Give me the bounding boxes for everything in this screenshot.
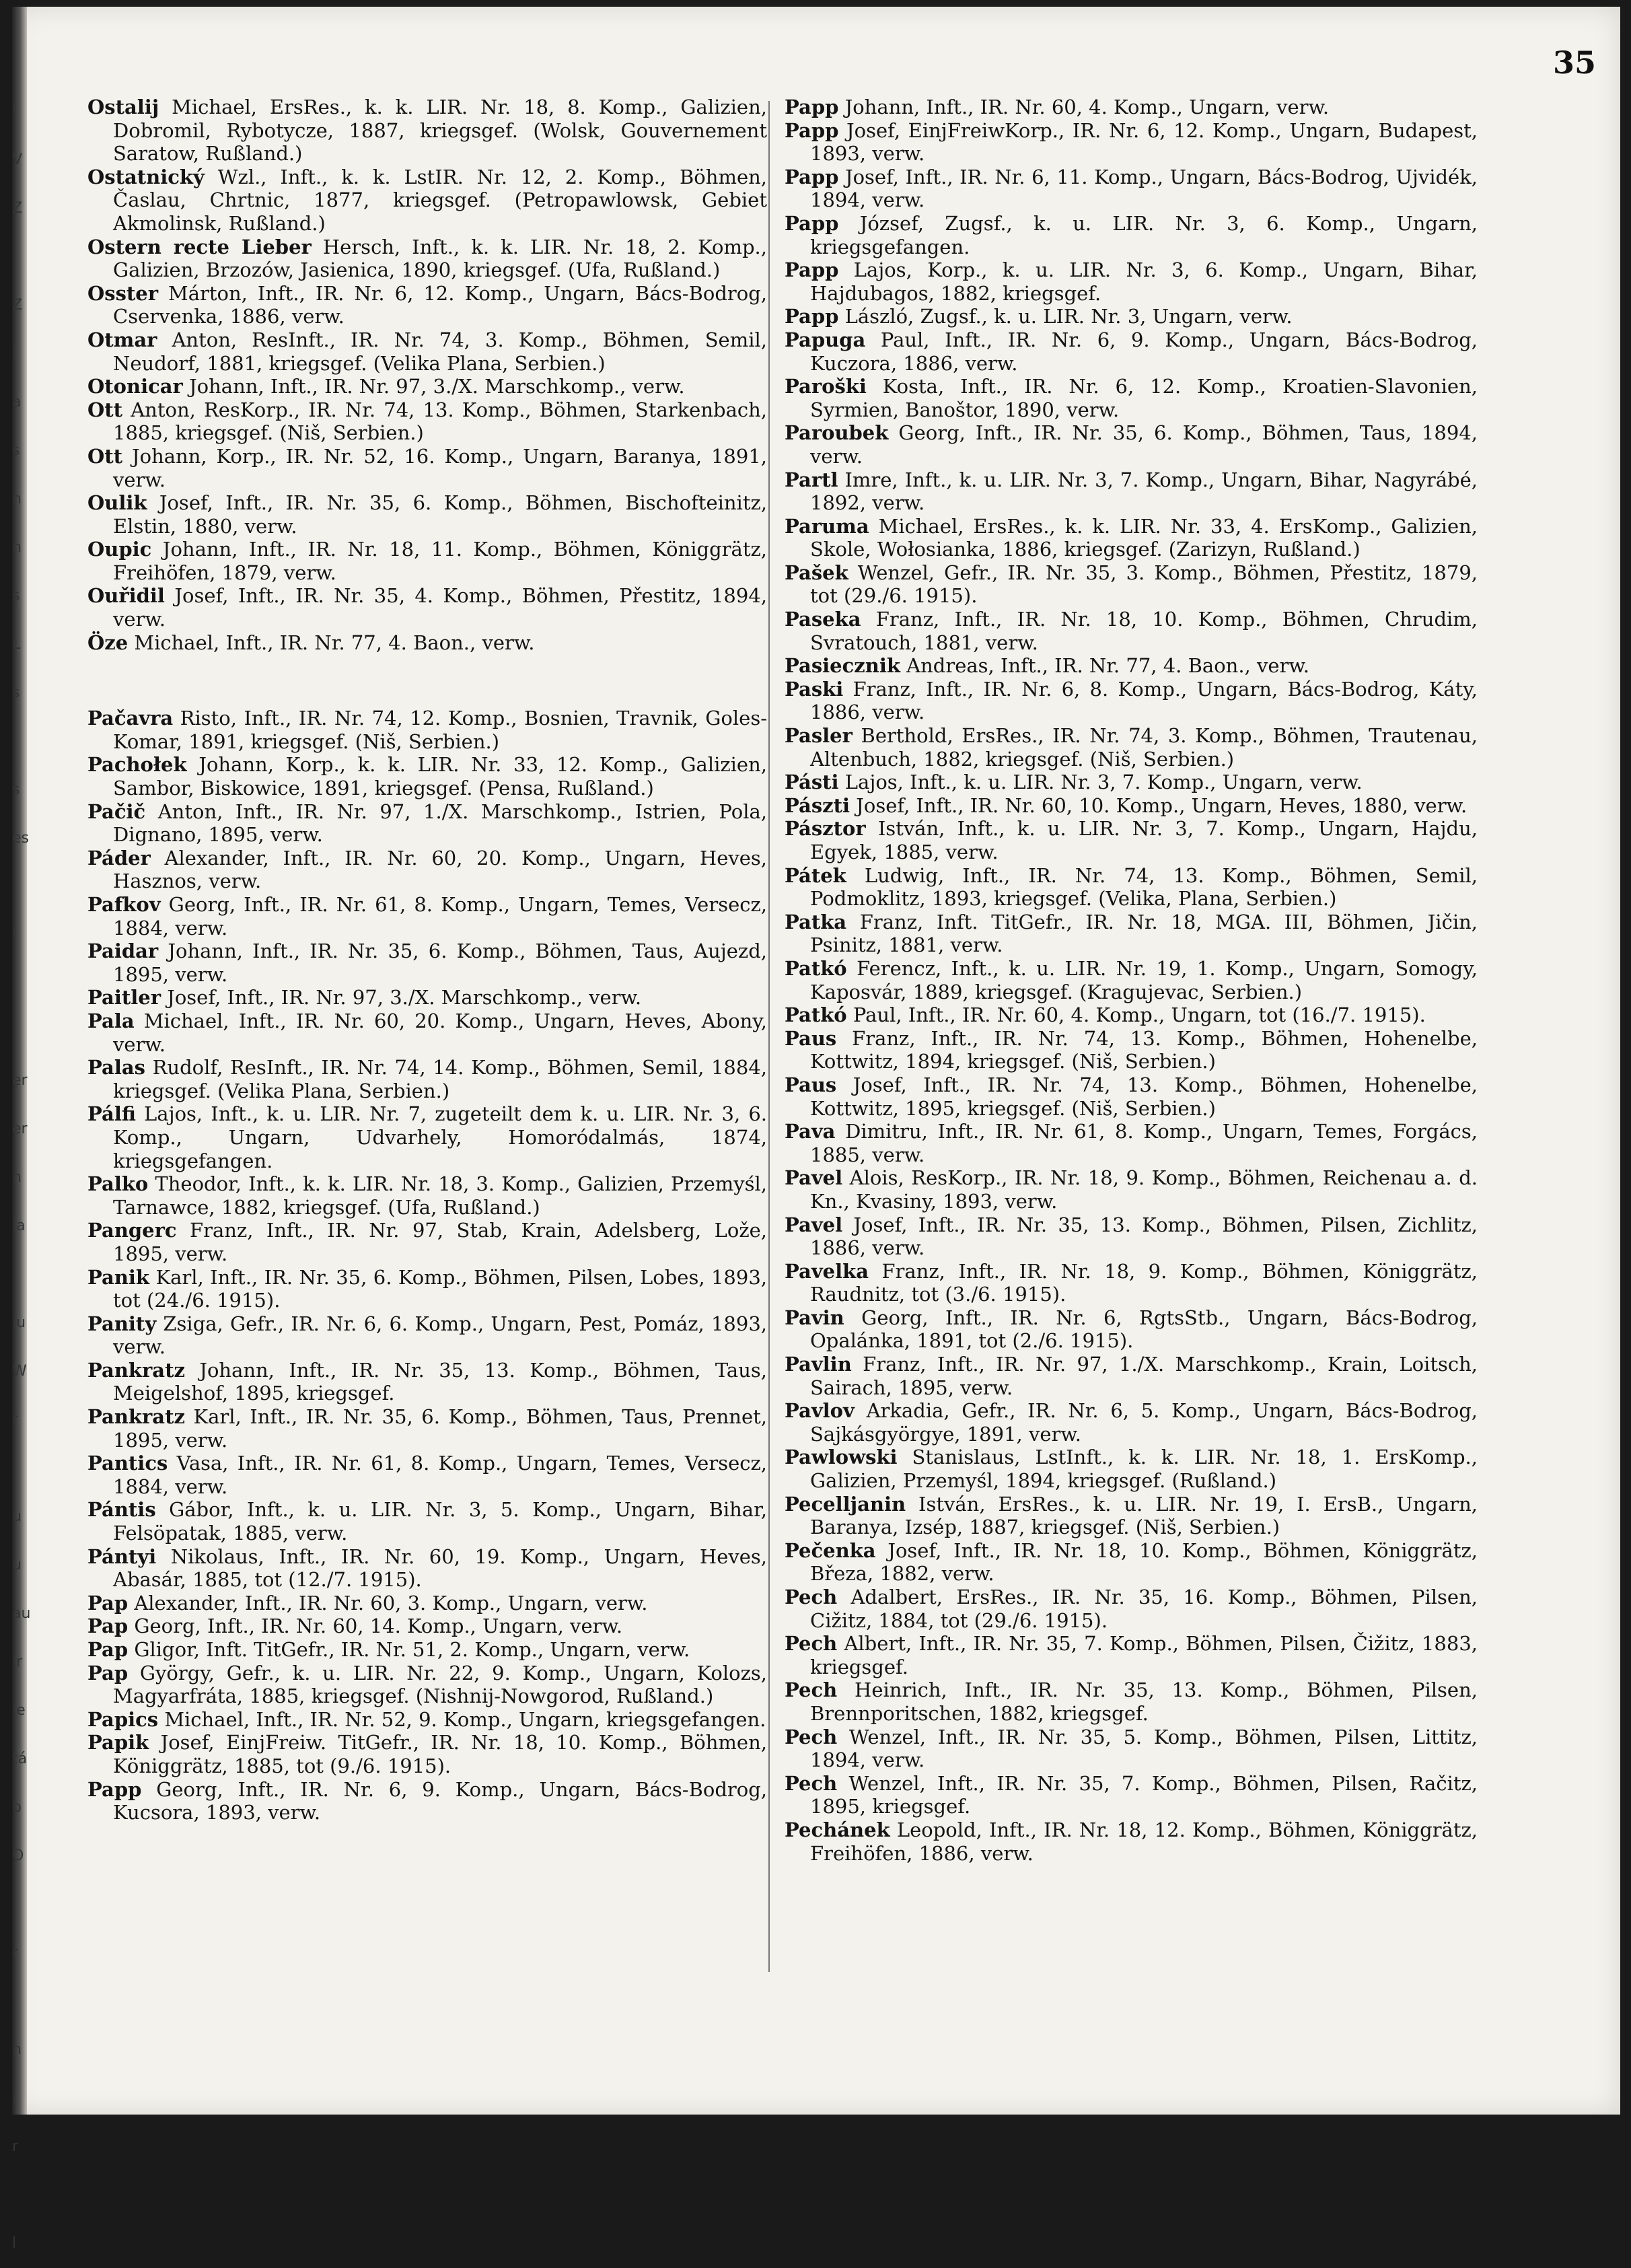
entry-surname: Papp	[785, 258, 839, 282]
list-entry	[87, 1219, 767, 1265]
entry-surname: Patkó	[785, 1003, 847, 1027]
list-entry	[87, 166, 767, 236]
entry-details: Josef, Inft., IR. Nr. 97, 3./X. Marschkomp., verw.	[160, 986, 642, 1009]
entry-details: Franz, Inft., IR. Nr. 97, 1./X. Marschkomp., Krain, Loitsch, Sairach, 1895, verw.	[810, 1353, 1478, 1399]
list-entry	[785, 1678, 1478, 1725]
entry-details: Andreas, Inft., IR. Nr. 77, 4. Baon., verw.	[900, 654, 1309, 678]
entry-details: Michael, Inft., IR. Nr. 52, 9. Komp., Ungarn, kriegsgefangen.	[158, 1707, 766, 1731]
list-entry	[87, 800, 767, 847]
entry-surname: Partl	[785, 468, 838, 491]
gutter-fragment: s	[12, 781, 20, 798]
list-entry	[87, 893, 767, 940]
list-entry	[785, 957, 1478, 1003]
list-entry	[785, 1446, 1478, 1492]
entry-surname: Paidar	[87, 940, 159, 963]
gutter-fragment: n	[12, 2041, 22, 2058]
list-entry	[785, 212, 1478, 258]
list-entry	[87, 1452, 767, 1498]
gutter-fragment	[12, 1250, 27, 1299]
entry-details: Imre, Inft., k. u. LIR. Nr. 3, 7. Komp., Ungarn, Bihar, Nagyrábé, 1892, verw.	[810, 468, 1478, 515]
entry-details: Johann, Inft., IR. Nr. 35, 6. Komp., Böhmen, Taus, Aujezd, 1895, verw.	[113, 940, 767, 986]
entry-surname: Pavel	[785, 1166, 843, 1190]
entry-details: Gábor, Inft., k. u. LIR. Nr. 3, 5. Komp., Ungarn, Bihar, Felsöpatak, 1885, verw.	[113, 1498, 767, 1545]
entry-surname: Pava	[785, 1120, 836, 1143]
entry-surname: Patkó	[785, 956, 847, 980]
list-entry	[785, 515, 1478, 561]
entry-details: Risto, Inft., IR. Nr. 74, 12. Komp., Bosnien, Travnik, Goles-Komar, 1891, kriegsgef. (Niš, Serbien.)	[113, 707, 767, 753]
entry-details: László, Zugsf., k. u. LIR. Nr. 3, Ungarn, verw.	[838, 305, 1293, 328]
list-entry	[785, 1632, 1478, 1678]
entry-surname: Papp	[785, 96, 839, 118]
gutter-fragment	[12, 863, 27, 911]
list-entry	[785, 771, 1478, 794]
entry-details: Georg, Inft., IR. Nr. 61, 8. Komp., Ungarn, Temes, Versecz, 1884, verw.	[113, 893, 767, 940]
entry-details: József, Zugsf., k. u. LIR. Nr. 3, 6. Komp., Ungarn, kriegsgefangen.	[810, 211, 1478, 258]
list-entry	[87, 282, 767, 328]
entry-group-o	[87, 96, 767, 654]
entry-surname: Papik	[87, 1731, 149, 1755]
list-entry	[785, 375, 1478, 421]
list-entry	[785, 817, 1478, 863]
entry-details: Albert, Inft., IR. Nr. 35, 7. Komp., Böhmen, Pilsen, Čižitz, 1883, kriegsgef.	[810, 1632, 1478, 1678]
list-entry	[785, 1166, 1478, 1213]
entry-details: Josef, EinjFreiwKorp., IR. Nr. 6, 12. Komp., Ungarn, Budapest, 1893, verw.	[810, 118, 1478, 166]
entry-surname: Pap	[87, 1638, 129, 1661]
entry-details: Arkadia, Gefr., IR. Nr. 6, 5. Komp., Ungarn, Bács-Bodrog, Sajkásgyörgye, 1891, verw.	[810, 1399, 1478, 1446]
entry-details: Anton, ResInft., IR. Nr. 74, 3. Komp., Böhmen, Semil, Neudorf, 1881, kriegsgef. (Velika Plana, Serbien.)	[113, 328, 767, 375]
entry-details: Márton, Inft., IR. Nr. 6, 12. Komp., Ungarn, Bács-Bodrog, Cservenka, 1886, verw.	[113, 281, 767, 328]
section-gap	[87, 654, 767, 707]
entry-surname: Öze	[87, 631, 129, 654]
entry-surname: Ostatnický	[87, 165, 205, 188]
gutter-fragment: V	[12, 151, 23, 168]
list-entry	[785, 421, 1478, 468]
entry-surname: Pangerc	[87, 1219, 177, 1242]
gutter-fragment	[12, 1977, 27, 2026]
entry-surname: Pechánek	[785, 1818, 890, 1841]
gutter-fragment: ie	[12, 1702, 26, 1719]
entry-surname: Pačič	[87, 800, 146, 823]
list-entry	[785, 468, 1478, 515]
entry-details: Karl, Inft., IR. Nr. 35, 6. Komp., Böhmen, Pilsen, Lobes, 1893, tot (24./6. 1915).	[113, 1265, 767, 1312]
list-entry	[785, 911, 1478, 957]
list-entry	[785, 305, 1478, 328]
gutter-fragment: a	[12, 394, 22, 411]
list-entry	[785, 119, 1478, 166]
list-entry	[87, 1172, 767, 1219]
list-entry	[87, 328, 767, 375]
entry-surname: Pap	[87, 1615, 129, 1638]
entry-details: István, ErsRes., k. u. LIR. Nr. 19, I. ErsB., Ungarn, Baranya, Izsép, 1887, kriegsgef. (Niš, Serbien.)	[810, 1492, 1478, 1539]
entry-details: Lajos, Korp., k. u. LIR. Nr. 3, 6. Komp., Ungarn, Bihar, Hajdubagos, 1882, kriegsgef.	[810, 258, 1478, 305]
entry-group-p	[87, 707, 767, 1824]
entry-details: Paul, Inft., IR. Nr. 6, 9. Komp., Ungarn, Bács-Bodrog, Kuczora, 1886, verw.	[810, 328, 1478, 375]
entry-details: Lajos, Inft., k. u. LIR. Nr. 3, 7. Komp., Ungarn, verw.	[838, 771, 1363, 794]
gutter-fragment: O	[12, 1847, 24, 1864]
entry-details: Michael, Inft., IR. Nr. 60, 20. Komp., Ungarn, Heves, Abony, verw.	[113, 1009, 767, 1056]
list-entry	[87, 1662, 767, 1708]
entry-surname: Ott	[87, 444, 123, 468]
list-entry	[87, 1312, 767, 1359]
list-entry	[785, 608, 1478, 654]
list-entry	[785, 258, 1478, 305]
entry-surname: Paus	[785, 1073, 837, 1096]
entry-surname: Pap	[87, 1661, 129, 1685]
list-entry	[785, 864, 1478, 911]
entry-details: Karl, Inft., IR. Nr. 35, 6. Komp., Böhmen, Taus, Prennet, 1895, verw.	[113, 1405, 767, 1452]
list-entry	[87, 375, 767, 398]
entry-surname: Ott	[87, 398, 123, 421]
list-entry	[785, 1260, 1478, 1306]
entry-surname: Panik	[87, 1265, 150, 1289]
entry-surname: Pántis	[87, 1498, 156, 1522]
entry-details: Alexander, Inft., IR. Nr. 60, 20. Komp., Ungarn, Heves, Hasznos, verw.	[113, 846, 767, 893]
entry-surname: Papp	[87, 1777, 142, 1801]
entry-surname: Otmar	[87, 328, 157, 351]
list-entry	[785, 1586, 1478, 1632]
entry-surname: Pech	[785, 1632, 838, 1656]
gutter-fragment: b	[12, 1799, 22, 1816]
list-entry	[87, 1498, 767, 1545]
entry-surname: Ostern recte Lieber	[87, 235, 312, 258]
entry-details: Franz, Inft., IR. Nr. 97, Stab, Krain, Adelsberg, Lože, 1895, verw.	[113, 1219, 767, 1265]
list-entry	[87, 1708, 767, 1732]
list-entry	[87, 1615, 767, 1638]
gutter-fragment: s	[12, 588, 20, 604]
entry-surname: Pavin	[785, 1306, 844, 1329]
entry-details: Johann, Inft., IR. Nr. 60, 4. Komp., Ungarn, verw.	[838, 96, 1330, 118]
entry-details: György, Gefr., k. u. LIR. Nr. 22, 9. Komp., Ungarn, Kolozs, Magyarfráta, 1885, kriegsgef. (Nishnij-Nowgorod, Rußland.)	[113, 1661, 767, 1708]
entry-surname: Papp	[785, 118, 839, 142]
gutter-fragment	[12, 1008, 27, 1057]
list-entry	[87, 753, 767, 800]
entry-surname: Pap	[87, 1591, 129, 1615]
entry-details: Johann, Korp., k. k. LIR. Nr. 33, 12. Komp., Galizien, Sambor, Biskowice, 1891, kriegsgef. (Pensa, Rußland.)	[113, 753, 767, 800]
gutter-fragment	[12, 233, 27, 281]
gutter-fragment	[12, 717, 27, 766]
left-column	[87, 96, 767, 1824]
entry-surname: Pawlowski	[785, 1446, 898, 1469]
list-entry	[87, 538, 767, 584]
entry-surname: Pech	[785, 1725, 838, 1748]
list-entry	[87, 707, 767, 753]
gutter-fragment: tá	[12, 1750, 28, 1767]
entry-details: Johann, Inft., IR. Nr. 18, 11. Komp., Böhmen, Königgrätz, Freihöfen, 1879, verw.	[113, 538, 767, 584]
entry-details: Leopold, Inft., IR. Nr. 18, 12. Komp., Böhmen, Königgrätz, Freihöfen, 1886, verw.	[810, 1818, 1478, 1865]
gutter-fragment: L	[12, 636, 21, 653]
entry-surname: Papp	[785, 211, 839, 235]
gutter-fragment: I	[12, 103, 17, 120]
entry-surname: Pech	[785, 1771, 838, 1795]
entry-details: Michael, ErsRes., k. k. LIR. Nr. 18, 8. Komp., Galizien, Dobromil, Rybotycze, 1887, kriegsgef. (Wolsk, Gouvernement Saratow, Rußland.)	[113, 96, 767, 166]
entry-details: Georg, Inft., IR. Nr. 6, 9. Komp., Ungarn, Bács-Bodrog, Kucsora, 1893, verw.	[113, 1777, 767, 1824]
entry-details: Kosta, Inft., IR. Nr. 6, 12. Komp., Kroatien-Slavonien, Syrmien, Banoštor, 1890, verw.	[810, 375, 1478, 421]
list-entry	[785, 96, 1478, 119]
entry-details: Ferencz, Inft., k. u. LIR. Nr. 19, 1. Komp., Ungarn, Somogy, Kaposvár, 1889, kriegsgef. (Kragujevac, Serbien.)	[810, 956, 1478, 1003]
gutter-fragment: I	[12, 345, 17, 362]
list-entry	[87, 1266, 767, 1312]
entry-details: Johann, Inft., IR. Nr. 97, 3./X. Marschkomp., verw.	[182, 375, 685, 398]
gutter-fragment	[12, 2171, 27, 2220]
gutter-fragment: la	[12, 1217, 26, 1234]
entry-surname: Pántyi	[87, 1545, 157, 1568]
entry-details: Alois, ResKorp., IR. Nr. 18, 9. Komp., Böhmen, Reichenau a. d. Kn., Kvasiny, 1893, verw.	[810, 1166, 1478, 1213]
gutter-fragment: Z	[12, 297, 23, 314]
entry-surname: Papp	[785, 305, 839, 328]
entry-details: Georg, Inft., IR. Nr. 6, RgtsStb., Ungarn, Bács-Bodrog, Opalánka, 1891, tot (2./6. 1915).	[810, 1306, 1478, 1353]
entry-surname: Pafkov	[87, 893, 161, 916]
entry-surname: Ouřidil	[87, 584, 165, 608]
list-entry	[87, 1592, 767, 1615]
list-entry	[785, 1213, 1478, 1260]
list-entry	[785, 724, 1478, 771]
entry-surname: Pala	[87, 1009, 135, 1032]
gutter-fragment: au	[12, 1605, 31, 1622]
entry-details: Franz, Inft. TitGefr., IR. Nr. 18, MGA. III, Böhmen, Jičin, Psinitz, 1881, verw.	[810, 910, 1478, 957]
entry-group-right	[785, 96, 1478, 1865]
list-entry	[87, 491, 767, 538]
entry-details: Franz, Inft., IR. Nr. 18, 10. Komp., Böhmen, Chrudim, Svratouch, 1881, verw.	[810, 608, 1478, 654]
gutter-fragment: n	[12, 491, 22, 507]
list-entry	[785, 166, 1478, 212]
list-entry	[785, 1726, 1478, 1772]
entry-surname: Palko	[87, 1172, 149, 1196]
entry-surname: Palas	[87, 1056, 145, 1079]
gutter-fragment: es	[12, 830, 29, 847]
list-entry	[87, 631, 767, 655]
entry-surname: Paski	[785, 677, 844, 701]
entry-details: Georg, Inft., IR. Nr. 60, 14. Komp., Ungarn, verw.	[128, 1615, 623, 1638]
gutter-fragment: n	[12, 1169, 22, 1186]
list-entry	[785, 1353, 1478, 1399]
gutter-fragment: n	[12, 539, 22, 556]
entry-surname: Papics	[87, 1707, 159, 1731]
list-entry	[87, 1405, 767, 1452]
entry-details: Rudolf, ResInft., IR. Nr. 74, 14. Komp., Böhmen, Semil, 1884, kriegsgef. (Velika Plana, Serbien.)	[113, 1056, 767, 1102]
gutter-fragment: r	[12, 1944, 19, 1961]
entry-surname: Pachołek	[87, 753, 187, 777]
entry-details: Wenzel, Gefr., IR. Nr. 35, 3. Komp., Böhmen, Přestitz, 1879, tot (29./6. 1915).	[810, 561, 1478, 608]
binding-gutter	[12, 7, 31, 2252]
list-entry	[87, 236, 767, 282]
list-entry	[785, 1027, 1478, 1073]
right-column	[785, 96, 1478, 1865]
entry-surname: Pasler	[785, 724, 853, 748]
entry-surname: Oupic	[87, 538, 152, 561]
entry-surname: Pašek	[785, 561, 848, 584]
entry-details: Josef, Inft., IR. Nr. 35, 6. Komp., Böhmen, Bischofteinitz, Elstin, 1880, verw.	[113, 491, 767, 538]
gutter-fragment: ir	[12, 1654, 23, 1670]
list-entry	[785, 678, 1478, 724]
list-entry	[87, 847, 767, 893]
list-entry	[785, 1493, 1478, 1539]
entry-details: Josef, EinjFreiw. TitGefr., IR. Nr. 18, 10. Komp., Böhmen, Königgrätz, 1885, tot (9./6. 1915).	[113, 1731, 767, 1777]
list-entry	[87, 1009, 767, 1056]
list-entry	[785, 1399, 1478, 1446]
entry-surname: Paseka	[785, 608, 861, 631]
gutter-fragment: I	[12, 2090, 17, 2106]
list-entry	[87, 986, 767, 1009]
gutter-fragment: er	[12, 1121, 28, 1137]
list-entry	[785, 654, 1478, 678]
gutter-fragment: s	[12, 442, 20, 459]
entry-surname: Pankratz	[87, 1405, 185, 1429]
entry-surname: Pavelka	[785, 1259, 869, 1283]
entry-surname: Pečenka	[785, 1538, 876, 1562]
list-entry	[87, 940, 767, 986]
list-entry	[785, 1003, 1478, 1027]
list-entry	[785, 328, 1478, 375]
entry-surname: Pankratz	[87, 1358, 185, 1382]
list-entry	[87, 1731, 767, 1777]
entry-details: Johann, Korp., IR. Nr. 52, 16. Komp., Ungarn, Baranya, 1891, verw.	[113, 444, 767, 491]
entry-details: Josef, Inft., IR. Nr. 35, 4. Komp., Böhmen, Přestitz, 1894, verw.	[113, 584, 767, 631]
entry-details: Berthold, ErsRes., IR. Nr. 74, 3. Komp., Böhmen, Trautenau, Altenbuch, 1882, kriegsgef. (Niš, Serbien.)	[810, 724, 1478, 771]
entry-details: Franz, Inft., IR. Nr. 6, 8. Komp., Ungarn, Bács-Bodrog, Káty, 1886, verw.	[810, 677, 1478, 724]
gutter-fragment: u	[12, 1508, 22, 1525]
entry-details: Stanislaus, LstInft., k. k. LIR. Nr. 18, 1. ErsKomp., Galizien, Przemyśl, 1894, kriegsgef. (Rußland.)	[810, 1446, 1478, 1493]
entry-surname: Pačavra	[87, 707, 174, 730]
entry-surname: Pászti	[785, 793, 850, 817]
entry-surname: Otonicar	[87, 375, 183, 398]
entry-details: Zsiga, Gefr., IR. Nr. 6, 6. Komp., Ungarn, Pest, Pomáz, 1893, verw.	[113, 1312, 767, 1359]
entry-surname: Pantics	[87, 1452, 168, 1475]
entry-details: Wenzel, Inft., IR. Nr. 35, 7. Komp., Böhmen, Pilsen, Račitz, 1895, kriegsgef.	[810, 1771, 1478, 1818]
entry-details: Vasa, Inft., IR. Nr. 61, 8. Komp., Ungarn, Temes, Versecz, 1884, verw.	[113, 1452, 767, 1498]
entry-details: Wenzel, Inft., IR. Nr. 35, 5. Komp., Böhmen, Pilsen, Littitz, 1894, verw.	[810, 1725, 1478, 1772]
entry-details: Josef, Inft., IR. Nr. 60, 10. Komp., Ungarn, Heves, 1880, verw.	[850, 793, 1467, 817]
gutter-fragment: I	[12, 927, 17, 944]
entry-surname: Pátek	[785, 863, 846, 887]
entry-details: Hersch, Inft., k. k. LIR. Nr. 18, 2. Komp., Galizien, Brzozów, Jasienica, 1890, kriegsgef. (Ufa, Rußland.)	[113, 235, 767, 282]
entry-surname: Paroubek	[785, 421, 889, 445]
list-entry	[87, 584, 767, 631]
entry-details: Dimitru, Inft., IR. Nr. 61, 8. Komp., Ungarn, Temes, Forgács, 1885, verw.	[810, 1120, 1478, 1166]
entry-details: Josef, Inft., IR. Nr. 35, 13. Komp., Böhmen, Pilsen, Zichlitz, 1886, verw.	[810, 1213, 1478, 1260]
page-number: 35	[1552, 44, 1596, 81]
entry-details: Franz, Inft., IR. Nr. 18, 9. Komp., Böhmen, Königgrätz, Raudnitz, tot (3./6. 1915).	[810, 1259, 1478, 1306]
entry-details: Alexander, Inft., IR. Nr. 60, 3. Komp., Ungarn, verw.	[128, 1591, 648, 1615]
entry-details: Anton, ResKorp., IR. Nr. 74, 13. Komp., Böhmen, Starkenbach, 1885, kriegsgef. (Niš, Serbien.)	[113, 398, 767, 445]
entry-details: Adalbert, ErsRes., IR. Nr. 35, 16. Komp., Böhmen, Pilsen, Cižitz, 1884, tot (29./6. 1915).	[810, 1586, 1478, 1632]
entry-details: Wzl., Inft., k. k. LstIR. Nr. 12, 2. Komp., Böhmen, Časlau, Chrtnic, 1877, kriegsgef. (Petropawlowsk, Gebiet Akmolinsk, Rußland.)	[113, 165, 767, 235]
entry-details: Franz, Inft., IR. Nr. 74, 13. Komp., Böhmen, Hohenelbe, Kottwitz, 1894, kriegsgef. (Niš, Serbien.)	[810, 1026, 1478, 1073]
gutter-marks	[12, 87, 31, 2268]
list-entry	[785, 1073, 1478, 1120]
entry-surname: Pavlin	[785, 1353, 852, 1376]
gutter-fragment: W	[12, 1363, 27, 1380]
entry-details: Johann, Inft., IR. Nr. 35, 13. Komp., Böhmen, Taus, Meigelshof, 1895, kriegsgef.	[113, 1358, 767, 1405]
gutter-fragment: lu	[12, 1314, 26, 1331]
list-entry	[87, 1102, 767, 1172]
entry-surname: Pasiecznik	[785, 654, 900, 678]
gutter-fragment: u	[12, 1557, 22, 1573]
entry-surname: Paruma	[785, 514, 869, 538]
list-entry	[785, 1120, 1478, 1166]
entry-surname: Oulik	[87, 491, 147, 515]
gutter-fragment	[12, 1444, 27, 1493]
list-entry	[785, 1306, 1478, 1353]
entry-details: Georg, Inft., IR. Nr. 35, 6. Komp., Böhmen, Taus, 1894, verw.	[810, 421, 1478, 468]
entry-details: Anton, Inft., IR. Nr. 97, 1./X. Marschkomp., Istrien, Pola, Dignano, 1895, verw.	[113, 800, 767, 847]
entry-details: Ludwig, Inft., IR. Nr. 74, 13. Komp., Böhmen, Semil, Podmoklitz, 1893, kriegsgef. (Velika, Plana, Serbien.)	[810, 863, 1478, 911]
gutter-fragment	[12, 1880, 27, 1929]
entry-details: Heinrich, Inft., IR. Nr. 35, 13. Komp., Böhmen, Pilsen, Brennporitschen, 1882, kriegsgef.	[810, 1678, 1478, 1725]
entry-surname: Pavlov	[785, 1399, 855, 1423]
list-entry	[87, 96, 767, 166]
entry-surname: Pálfi	[87, 1102, 136, 1126]
entry-surname: Pech	[785, 1586, 838, 1608]
entry-details: Michael, ErsRes., k. k. LIR. Nr. 33, 4. ErsKomp., Galizien, Skole, Wołosianka, 1886, kriegsgef. (Zarizyn, Rußland.)	[810, 514, 1478, 561]
entry-surname: Paitler	[87, 986, 161, 1009]
list-entry	[87, 398, 767, 445]
list-entry	[87, 1056, 767, 1102]
entry-surname: Pecelljanin	[785, 1492, 906, 1516]
entry-surname: Pech	[785, 1678, 838, 1702]
entry-surname: Pavel	[785, 1213, 843, 1236]
entry-details: Michael, Inft., IR. Nr. 77, 4. Baon., verw.	[128, 631, 535, 654]
list-entry	[785, 794, 1478, 818]
list-entry	[87, 1359, 767, 1405]
entry-details: Lajos, Inft., k. u. LIR. Nr. 7, zugeteilt dem k. u. LIR. Nr. 3, 6. Komp., Ungarn, Udvarhely, Homoródalmás, 1874, kriegsgefangen.	[113, 1102, 767, 1172]
entry-details: Josef, Inft., IR. Nr. 18, 10. Komp., Böhmen, Königgrätz, Březa, 1882, verw.	[810, 1538, 1478, 1586]
entry-surname: Osster	[87, 281, 159, 305]
list-entry	[87, 1638, 767, 1662]
list-entry	[87, 1778, 767, 1824]
list-entry	[785, 1539, 1478, 1586]
column-divider	[768, 101, 770, 1972]
entry-surname: Paroški	[785, 375, 867, 398]
gutter-fragment: r	[12, 1411, 19, 1428]
entry-surname: Pásztor	[785, 817, 866, 841]
document-page	[12, 7, 1620, 2252]
gutter-fragment: Z	[12, 200, 23, 217]
entry-details: István, Inft., k. u. LIR. Nr. 3, 7. Komp., Ungarn, Hajdu, Egyek, 1885, verw.	[810, 817, 1478, 863]
entry-surname: Papp	[785, 165, 839, 188]
gutter-fragment	[12, 960, 27, 1008]
entry-details: Gligor, Inft. TitGefr., IR. Nr. 51, 2. Komp., Ungarn, verw.	[128, 1638, 690, 1661]
list-entry	[87, 445, 767, 491]
gutter-fragment: er	[12, 1072, 28, 1089]
entry-surname: Páder	[87, 846, 151, 870]
gutter-fragment: s	[12, 684, 20, 701]
entry-surname: Papuga	[785, 328, 866, 351]
list-entry	[785, 561, 1478, 608]
entry-details: Nikolaus, Inft., IR. Nr. 60, 19. Komp., Ungarn, Heves, Abasár, 1885, tot (12./7. 1915).	[113, 1545, 767, 1592]
entry-details: Josef, Inft., IR. Nr. 74, 13. Komp., Böhmen, Hohenelbe, Kottwitz, 1895, kriegsgef. (Niš, Serbien.)	[810, 1073, 1478, 1120]
entry-details: Theodor, Inft., k. k. LIR. Nr. 18, 3. Komp., Galizien, Przemyśl, Tarnawce, 1882, kriegsgef. (Ufa, Rußland.)	[113, 1172, 767, 1219]
entry-surname: Ostalij	[87, 96, 159, 118]
entry-surname: Paus	[785, 1026, 837, 1050]
gutter-fragment: r	[12, 2138, 19, 2155]
list-entry	[87, 1545, 767, 1592]
entry-surname: Pásti	[785, 771, 839, 794]
gutter-fragment: l	[12, 2235, 17, 2252]
list-entry	[785, 1772, 1478, 1818]
entry-surname: Patka	[785, 910, 847, 933]
entry-details: Josef, Inft., IR. Nr. 6, 11. Komp., Ungarn, Bács-Bodrog, Ujvidék, 1894, verw.	[810, 165, 1478, 212]
list-entry	[785, 1818, 1478, 1865]
entry-surname: Panity	[87, 1312, 157, 1335]
entry-details: Paul, Inft., IR. Nr. 60, 4. Komp., Ungarn, tot (16./7. 1915).	[846, 1003, 1426, 1027]
